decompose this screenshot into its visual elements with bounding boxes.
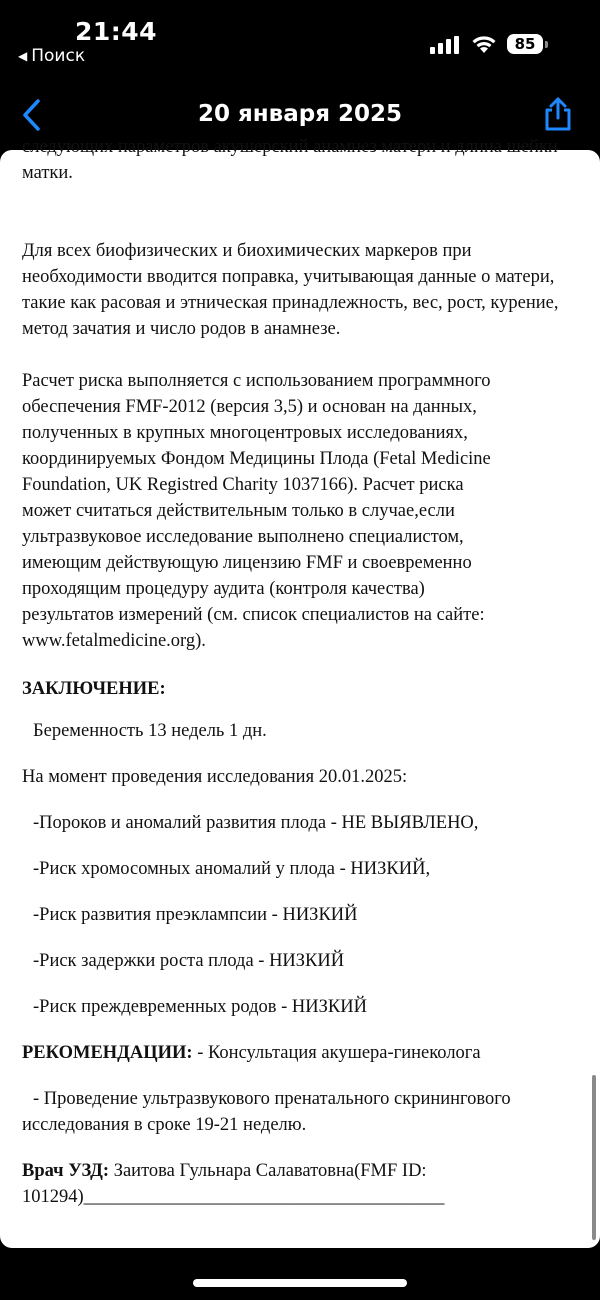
page-title: 20 января 2025 xyxy=(197,101,402,127)
risk-line: Расчет риска выполняется с использованием программного xyxy=(22,371,491,391)
risk-line: обеспечения FMF-2012 (версия 3,5) и основан на данных, xyxy=(22,397,477,417)
share-icon[interactable] xyxy=(542,96,574,132)
recommendations-label: РЕКОМЕНДАЦИИ: xyxy=(22,1043,193,1063)
risk-line: полученных в крупных многоцентровых исследованиях, xyxy=(22,423,468,443)
risk-line: имеющим действующую лицензию FMF и своевременно xyxy=(22,553,472,573)
paragraph-risk-calculation xyxy=(22,368,578,654)
battery-indicator xyxy=(507,34,549,56)
document-viewer[interactable] xyxy=(0,137,600,1248)
finding-item: -Риск хромосомных аномалий у плода - НИЗКИЙ, xyxy=(33,859,431,879)
risk-line: проходящим процедуру аудита (контроля качества) xyxy=(22,579,425,599)
finding-item: -Пороков и аномалий развития плода - НЕ ВЫЯВЛЕНО, xyxy=(33,813,479,833)
battery-level: 85 xyxy=(507,34,543,54)
risk-line: может считаться действительным только в случае,если xyxy=(22,501,455,521)
recommendation-item xyxy=(22,1086,578,1138)
risk-line: Foundation, UK Registred Charity 1037166). Расчет риска xyxy=(22,475,464,495)
paragraph-markers: Для всех биофизических и биохимических маркеров при необходимости вводится поправка, учитывающая данные о матери, такие как расовая и этническая принадлежность, вес, рост, курение, метод зачатия и число родов в анамнезе. xyxy=(22,241,559,339)
risk-line: координируемых Фондом Медицины Плода (Fetal Medicine xyxy=(22,449,491,469)
status-time: 21:44 xyxy=(75,17,158,46)
recommendation-item: - Консультация акушера-гинеколога xyxy=(192,1043,481,1063)
recommendation-text: - Проведение ультразвукового пренатального скринингового исследования в сроке 19-21 неделю. xyxy=(22,1089,511,1135)
back-triangle-icon: ◀ xyxy=(18,49,28,63)
doctor-signature xyxy=(22,1158,578,1210)
paragraph-parameters: следующих параметров акушерский анамнез матери и длина шейки матки. xyxy=(22,137,558,183)
battery-tip xyxy=(545,41,548,48)
finding-item: -Риск развития преэклампсии - НИЗКИЙ xyxy=(33,905,358,925)
finding-item: -Риск преждевременных родов - НИЗКИЙ xyxy=(33,997,367,1017)
doctor-label: Врач УЗД: xyxy=(22,1161,110,1181)
back-app-label: Поиск xyxy=(31,46,86,66)
wifi-icon xyxy=(470,33,498,55)
pregnancy-term: Беременность 13 недель 1 дн. xyxy=(33,721,267,741)
scrollbar[interactable] xyxy=(592,1075,596,1240)
finding-item: -Риск задержки роста плода - НИЗКИЙ xyxy=(33,951,345,971)
website-link: www.fetalmedicine.org). xyxy=(22,631,206,651)
status-bar xyxy=(0,0,600,78)
recommendations xyxy=(22,1040,578,1066)
document-content xyxy=(22,134,578,1210)
cellular-signal-icon xyxy=(430,36,460,54)
doctor-value: Заитова Гульнара Салаватовна(FMF ID: 101294)_______________________________________ xyxy=(22,1161,445,1207)
home-indicator[interactable] xyxy=(193,1279,407,1287)
exam-date-line: На момент проведения исследования 20.01.2025: xyxy=(22,767,408,787)
risk-line: результатов измерений (см. список специалистов на сайте: xyxy=(22,605,485,625)
conclusion-heading: ЗАКЛЮЧЕНИЕ: xyxy=(22,679,166,699)
risk-line: ультразвуковое исследование выполнено специалистом, xyxy=(22,527,464,547)
back-to-app-link[interactable] xyxy=(18,46,85,66)
